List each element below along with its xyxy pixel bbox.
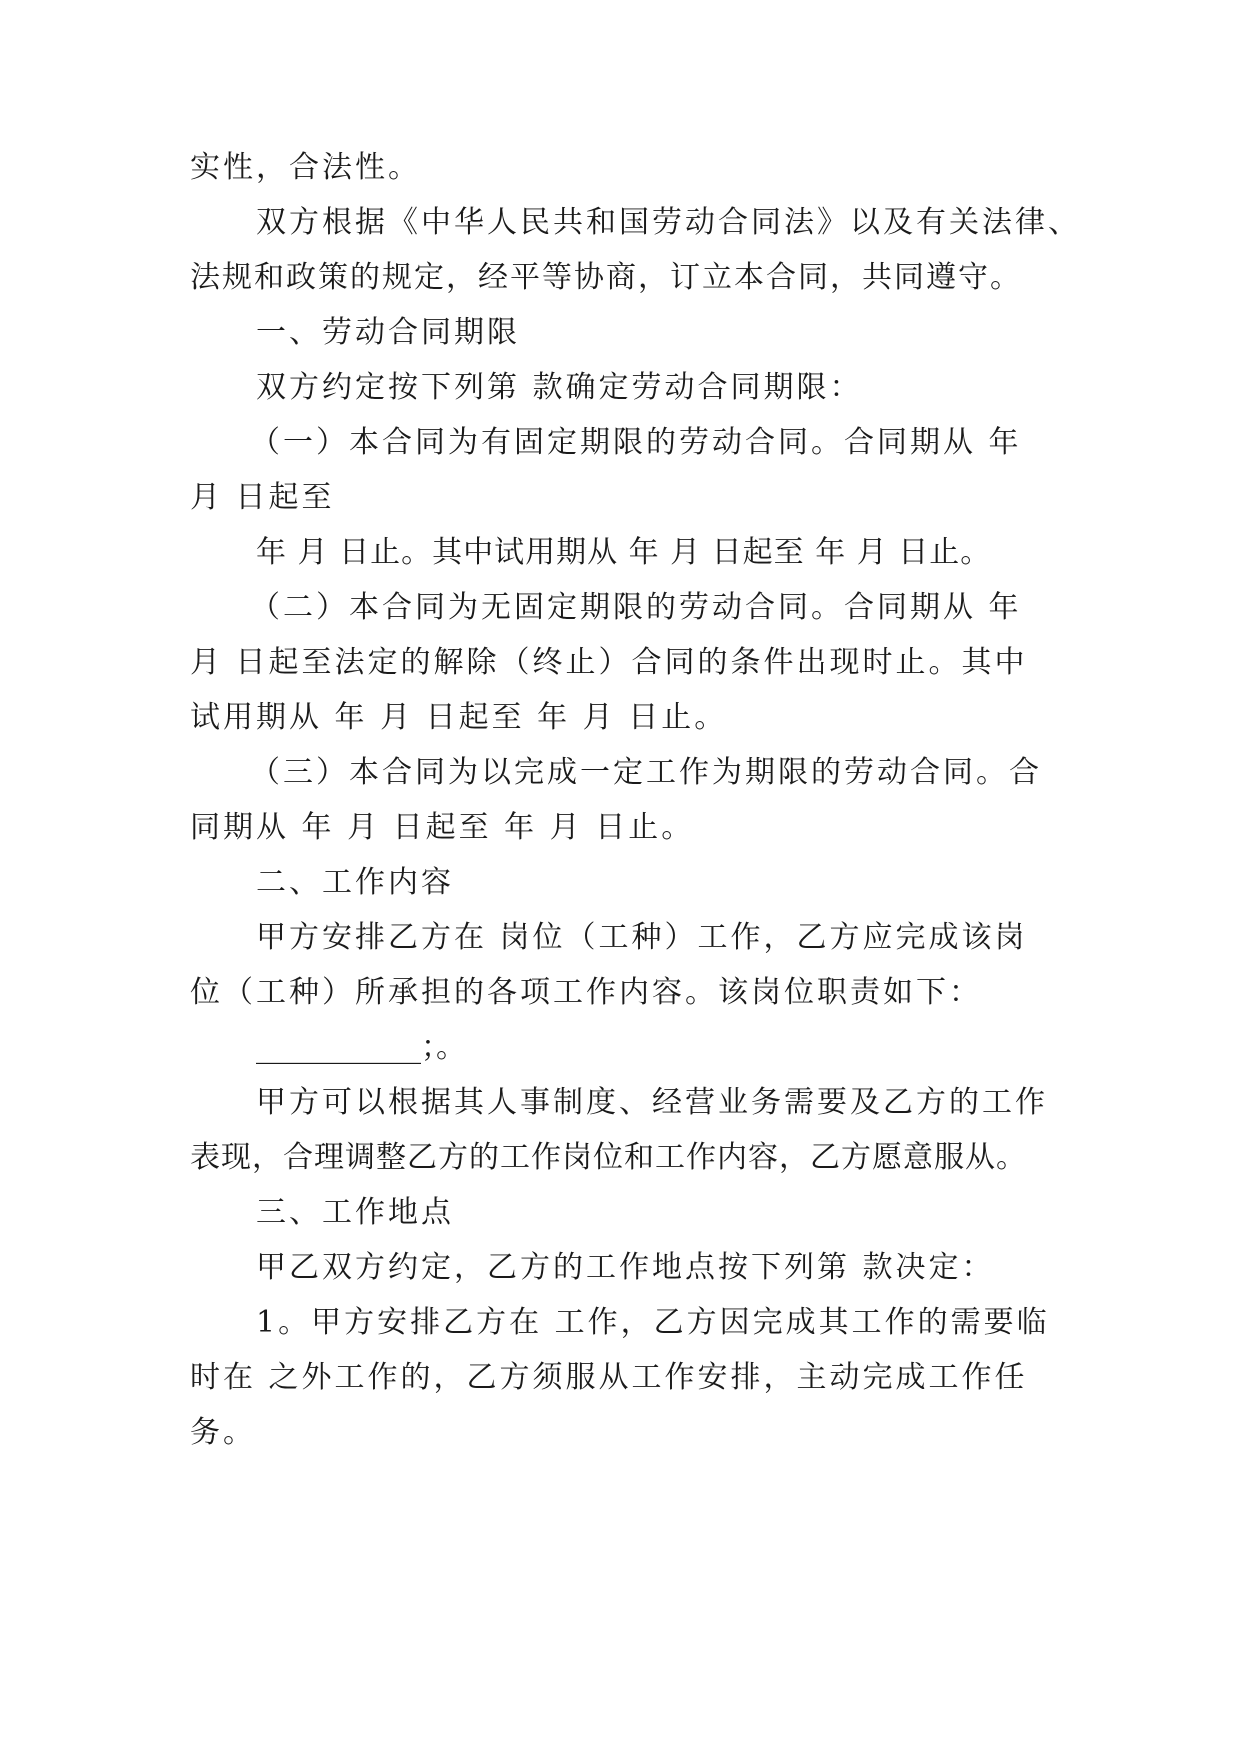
clause-line: （一）本合同为有固定期限的劳动合同。合同期从 年 [250,425,1022,460]
clause-line: 时在 之外工作的，乙方须服从工作安排，主动完成工作任 [190,1360,1028,1395]
section-heading: 二、工作内容 [256,865,454,900]
clause-line: 1。甲方安排乙方在 工作，乙方因完成其工作的需要临 [256,1305,1050,1340]
paragraph-line: 甲乙双方约定，乙方的工作地点按下列第 款决定： [256,1250,995,1285]
clause-line: 年 月 日止。其中试用期从 年 月 日起至 年 月 日止。 [256,535,992,570]
clause-line: 月 日起至 [190,480,335,515]
paragraph-line: 位（工种）所承担的各项工作内容。该岗位职责如下： [190,975,982,1010]
section-heading: 一、劳动合同期限 [256,315,520,350]
clause-line: 试用期从 年 月 日起至 年 月 日止。 [190,700,728,735]
clause-line: 同期从 年 月 日起至 年 月 日止。 [190,810,695,845]
paragraph-line: 实性，合法性。 [190,150,421,185]
paragraph-line: 双方约定按下列第 款确定劳动合同期限： [256,370,863,405]
clause-line: 务。 [190,1415,256,1450]
section-heading: 三、工作地点 [256,1195,454,1230]
clause-line: （二）本合同为无固定期限的劳动合同。合同期从 年 [250,590,1022,625]
paragraph-line: 法规和政策的规定，经平等协商，订立本合同，共同遵守。 [190,260,1022,295]
blank-fill-line: ___________；。 [256,1030,466,1065]
paragraph-line: 甲方安排乙方在 岗位（工种）工作，乙方应完成该岗 [256,920,1028,955]
paragraph-line: 表现，合理调整乙方的工作岗位和工作内容，乙方愿意服从。 [190,1140,1027,1175]
clause-line: （三）本合同为以完成一定工作为期限的劳动合同。合 [250,755,1042,790]
clause-line: 月 日起至法定的解除（终止）合同的条件出现时止。其中 [190,645,1028,680]
paragraph-line: 双方根据《中华人民共和国劳动合同法》以及有关法律、 [256,205,1081,240]
paragraph-line: 甲方可以根据其人事制度、经营业务需要及乙方的工作 [256,1085,1048,1120]
